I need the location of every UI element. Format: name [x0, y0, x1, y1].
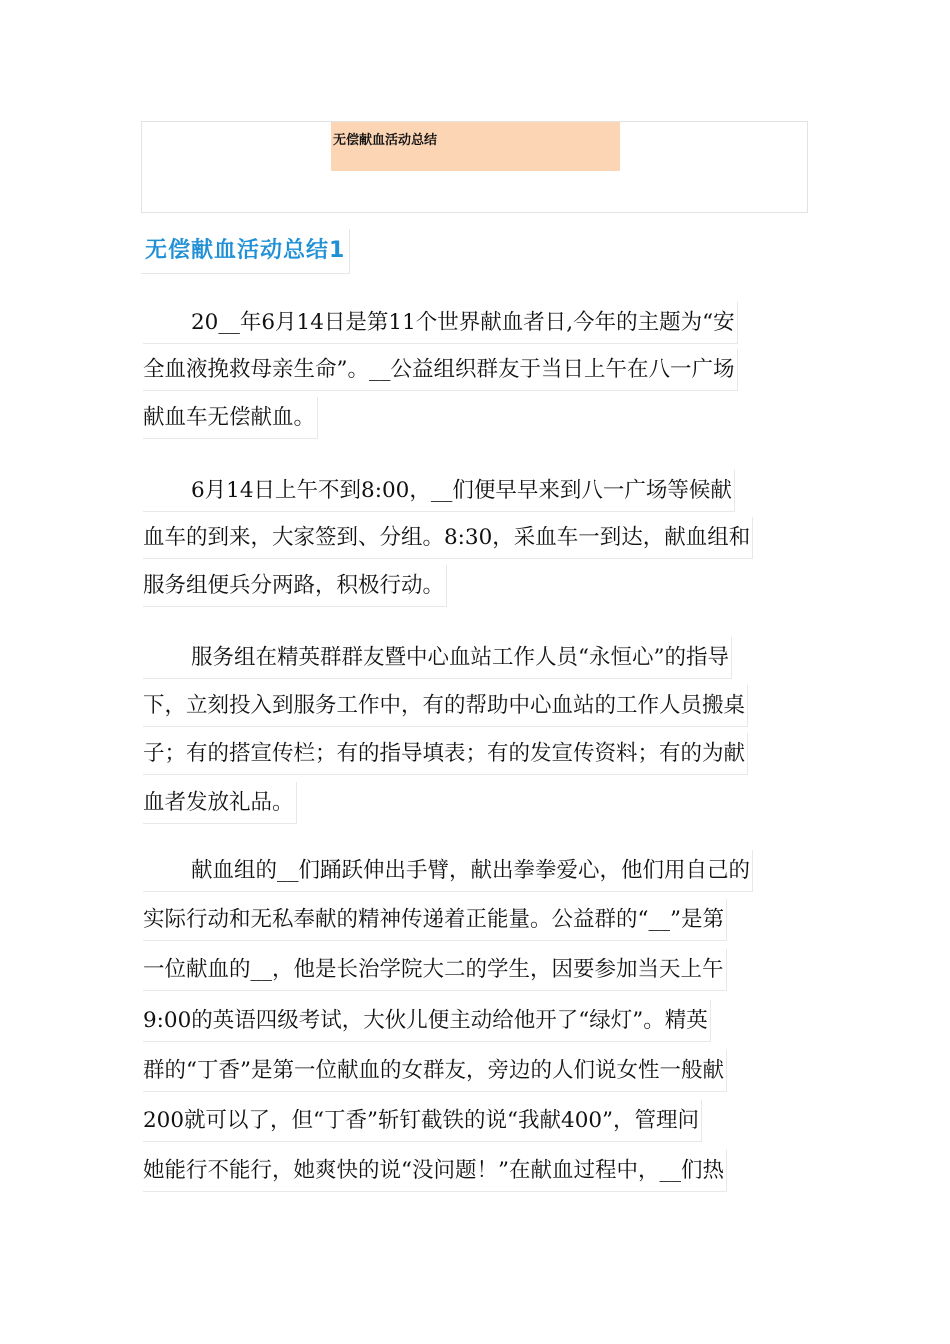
paragraph-line: 实际行动和无私奉献的精神传递着正能量。公益群的“__”是第 [143, 899, 727, 941]
paragraph-line: 群的“丁香”是第一位献血的女群友，旁边的人们说女性一般献 [143, 1050, 727, 1092]
paragraph-line: 6月14日上午不到8:00，__们便早早来到八一广场等候献 [143, 470, 735, 512]
header-label: 无偿献血活动总结 [331, 122, 620, 171]
paragraph-line: 血者发放礼品。 [143, 782, 297, 824]
paragraph-line: 9:00的英语四级考试，大伙儿便主动给他开了“绿灯”。精英 [143, 1000, 711, 1042]
paragraph-line: 献血车无偿献血。 [143, 397, 318, 439]
paragraph-line: 200就可以了，但“丁香”斩钉截铁的说“我献400”，管理问 [143, 1100, 702, 1142]
paragraph-line: 一位献血的__，他是长治学院大二的学生，因要参加当天上午 [143, 949, 727, 991]
paragraph-line: 20__年6月14日是第11个世界献血者日,今年的主题为“安 [143, 302, 738, 344]
paragraph-line: 下，立刻投入到服务工作中，有的帮助中心血站的工作人员搬桌 [143, 685, 748, 727]
paragraph-line: 她能行不能行，她爽快的说“没问题！”在献血过程中，__们热 [143, 1150, 727, 1192]
section-heading: 无偿献血活动总结1 [141, 229, 350, 274]
header-box [141, 121, 808, 213]
paragraph-line: 血车的到来，大家签到、分组。8:30，采血车一到达，献血组和 [143, 517, 753, 559]
paragraph-line: 服务组在精英群群友暨中心血站工作人员“永恒心”的指导 [143, 637, 732, 679]
paragraph-line: 服务组便兵分两路，积极行动。 [143, 565, 447, 607]
paragraph-line: 全血液挽救母亲生命”。__公益组织群友于当日上午在八一广场 [143, 349, 738, 391]
paragraph-line: 献血组的__们踊跃伸出手臂，献出拳拳爱心，他们用自己的 [143, 850, 753, 892]
paragraph-line: 子；有的搭宣传栏；有的指导填表；有的发宣传资料；有的为献 [143, 733, 748, 775]
